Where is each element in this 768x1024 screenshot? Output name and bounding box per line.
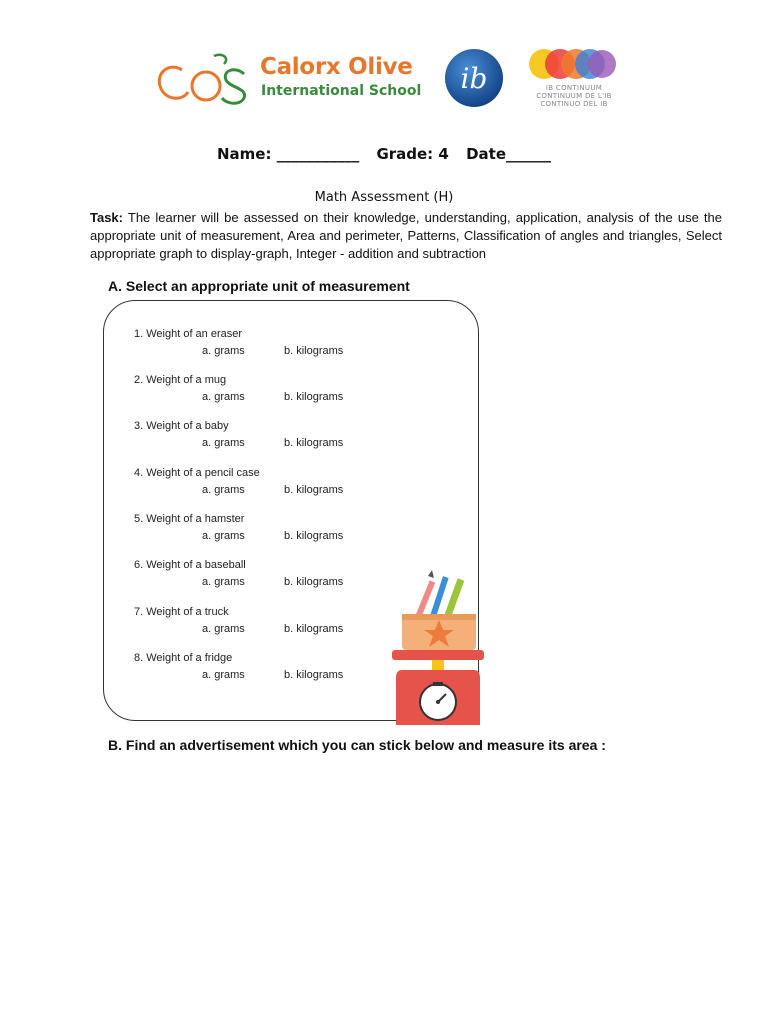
name-field[interactable]: Name: ___________ [217, 145, 360, 163]
option-kilograms[interactable]: b. kilograms [284, 576, 344, 588]
ib-continuum-icon [528, 46, 618, 82]
question-text: 6. Weight of a baseball [134, 559, 246, 571]
school-name-line1: Calorx Olive [260, 54, 413, 80]
option-kilograms[interactable]: b. kilograms [284, 345, 344, 357]
ib-logo-text: ib [460, 62, 488, 95]
option-kilograms[interactable]: b. kilograms [284, 437, 344, 449]
option-kilograms[interactable]: b. kilograms [284, 530, 344, 542]
grade-label: Grade: 4 [376, 145, 449, 163]
question-text: 5. Weight of a hamster [134, 513, 245, 525]
option-kilograms[interactable]: b. kilograms [284, 623, 344, 635]
ib-logo [444, 48, 504, 108]
option-grams[interactable]: a. grams [202, 576, 245, 588]
ib-continuum-text: IB CONTINUUM CONTINUUM DE L'IB CONTINUO DEL IB [536, 84, 612, 108]
question-text: 7. Weight of a truck [134, 606, 229, 618]
option-grams[interactable]: a. grams [202, 391, 245, 403]
option-kilograms[interactable]: b. kilograms [284, 391, 344, 403]
task-paragraph [90, 209, 722, 263]
ib-continuum-logo [528, 46, 618, 116]
cos-logo-icon [152, 50, 258, 110]
option-grams[interactable]: a. grams [202, 530, 245, 542]
option-grams[interactable]: a. grams [202, 437, 245, 449]
option-grams[interactable]: a. grams [202, 484, 245, 496]
school-name-line2: International School [261, 83, 422, 99]
date-field[interactable]: Date______ [466, 145, 551, 163]
ib-logo-icon [444, 48, 504, 108]
question-text: 2. Weight of a mug [134, 374, 227, 386]
option-grams[interactable]: a. grams [202, 345, 245, 357]
option-kilograms[interactable]: b. kilograms [284, 484, 344, 496]
option-kilograms[interactable]: b. kilograms [284, 669, 344, 681]
question-text: 3. Weight of a baby [134, 420, 229, 432]
school-logo [152, 50, 422, 110]
question-text: 1. Weight of an eraser [134, 328, 243, 340]
kitchen-scale-illustration [388, 570, 488, 730]
option-grams[interactable]: a. grams [202, 669, 245, 681]
task-text: The learner will be assessed on their knowledge, understanding, application, analysis of the use the appropriate unit of measurement, Area and perimeter, Patterns, Classification of angles and triangles, Select appropriate graph to display-graph, Integer - addition and subtraction [90, 210, 722, 261]
question-text: 4. Weight of a pencil case [134, 467, 260, 479]
assessment-title: Math Assessment (H) [314, 190, 454, 205]
section-b-heading: B. Find an advertisement which you can stick below and measure its area : [108, 737, 606, 753]
task-label: Task: [90, 210, 123, 225]
question-text: 8. Weight of a fridge [134, 652, 233, 664]
kitchen-scale-with-pencil-case-icon [388, 570, 488, 730]
section-a-heading: A. Select an appropriate unit of measurement [108, 278, 410, 294]
student-info-line [0, 145, 768, 163]
option-grams[interactable]: a. grams [202, 623, 245, 635]
